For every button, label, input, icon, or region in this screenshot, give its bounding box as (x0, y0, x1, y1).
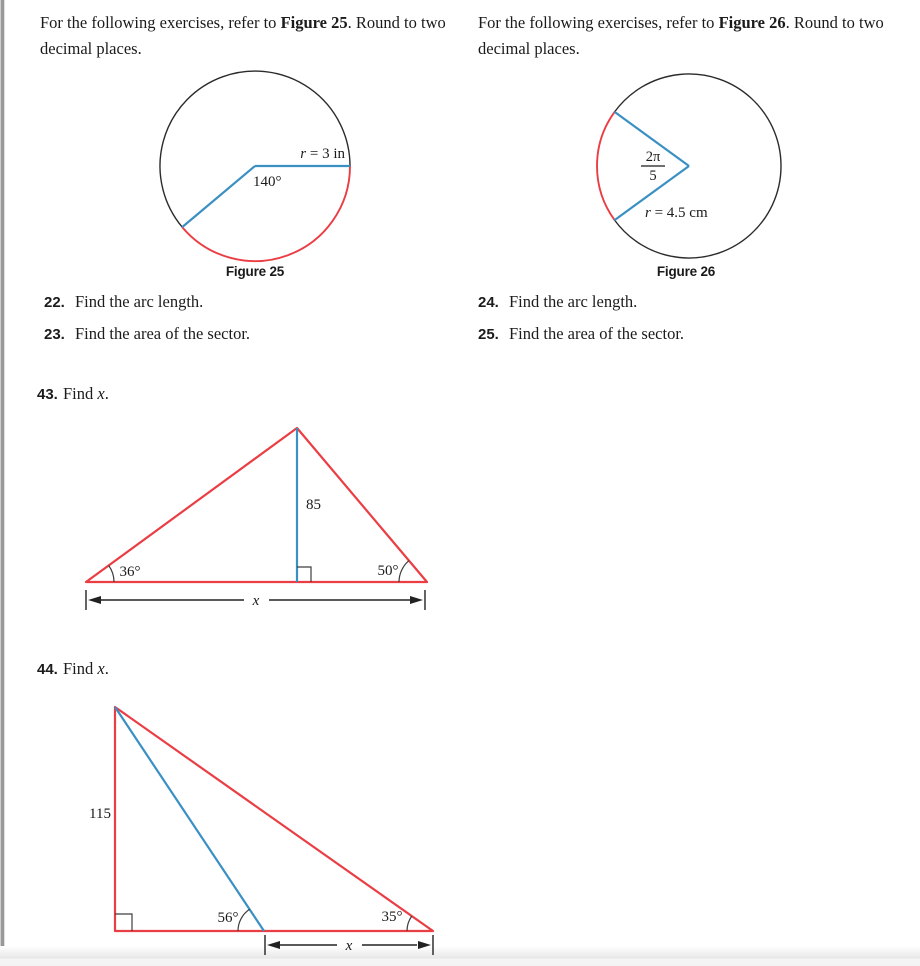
exercise-number: 24. (478, 294, 499, 311)
exercise-24 (478, 292, 637, 313)
intro-text: For the following exercises, refer to (40, 13, 281, 32)
problem-44-triangle-diagram (60, 695, 450, 963)
highlighted-arc (597, 112, 615, 220)
radius-variable: r (645, 205, 651, 221)
exercise-number: 44. (37, 661, 58, 678)
exercise-22 (44, 292, 203, 313)
circle-outline (615, 74, 781, 258)
angle-arc-right (407, 916, 412, 931)
vertical-side-label: 115 (89, 806, 111, 822)
figure-25-caption: Figure 25 (225, 264, 285, 279)
figure-25-reference: Figure 25 (280, 13, 348, 32)
exercise-number: 43. (37, 386, 58, 403)
exercise-text: Find the area of the sector. (75, 324, 251, 343)
dimension-arrow-right (418, 941, 431, 949)
cevian-line (115, 707, 264, 931)
radius-label (300, 146, 345, 162)
radius-line-lower-left (182, 166, 255, 227)
instructions-figure-26 (478, 10, 904, 62)
angle-arc-right (399, 561, 409, 582)
cevian-angle-label: 56° (217, 910, 239, 926)
angle-fraction-numerator: 2π (645, 149, 661, 165)
variable-x: x (97, 659, 105, 678)
exercise-43 (37, 384, 109, 405)
figure-26-reference: Figure 26 (718, 13, 786, 32)
exercise-number: 23. (44, 326, 65, 343)
variable-x: x (97, 384, 105, 403)
instructions-figure-25 (40, 10, 464, 62)
exercise-number: 25. (478, 326, 499, 343)
angle-arc-cevian (238, 909, 250, 931)
radius-value: = 3 in (306, 146, 345, 162)
intro-text: For the following exercises, refer to (478, 13, 719, 32)
exercise-44 (37, 659, 109, 680)
exercise-23 (44, 324, 250, 345)
problem-43-triangle-diagram (60, 418, 440, 618)
figure-26-circle-diagram (590, 68, 790, 264)
radius-value: = 4.5 cm (650, 205, 708, 221)
exercise-text: Find the area of the sector. (509, 324, 685, 343)
window-edge-strip (0, 0, 5, 966)
right-angle-mark (115, 914, 132, 931)
exercise-number: 22. (44, 294, 65, 311)
right-angle-label: 50° (377, 563, 399, 579)
intro-text: . Round to two decimal places. (478, 13, 884, 58)
angle-arc-left (109, 566, 114, 583)
right-angle-label: 35° (381, 909, 403, 925)
base-variable-label: x (345, 938, 353, 954)
dimension-arrow-left (88, 596, 101, 604)
right-angle-mark (297, 567, 311, 582)
exercise-text (63, 384, 109, 403)
angle-fraction-denominator: 5 (649, 168, 657, 184)
triangle-outline (86, 428, 427, 582)
find-text: Find (63, 384, 98, 403)
dimension-arrow-right (410, 596, 423, 604)
central-angle-label: 140° (253, 174, 282, 190)
find-text: Find (63, 659, 98, 678)
dimension-arrow-left (267, 941, 280, 949)
base-variable-label: x (252, 593, 260, 609)
exercise-25 (478, 324, 684, 345)
figure-25-circle-diagram (150, 62, 360, 270)
figure-26-caption: Figure 26 (656, 264, 716, 279)
period: . (104, 659, 109, 678)
exercise-text: Find the arc length. (75, 292, 204, 311)
radius-variable: r (300, 146, 307, 162)
radius-label (645, 205, 708, 221)
intro-text: . Round to two decimal places. (40, 13, 446, 58)
period: . (104, 384, 109, 403)
left-angle-label: 36° (119, 564, 141, 580)
exercise-text (63, 659, 109, 678)
altitude-length-label: 85 (306, 497, 321, 513)
triangle-outline (115, 707, 433, 931)
exercise-text: Find the arc length. (509, 292, 638, 311)
